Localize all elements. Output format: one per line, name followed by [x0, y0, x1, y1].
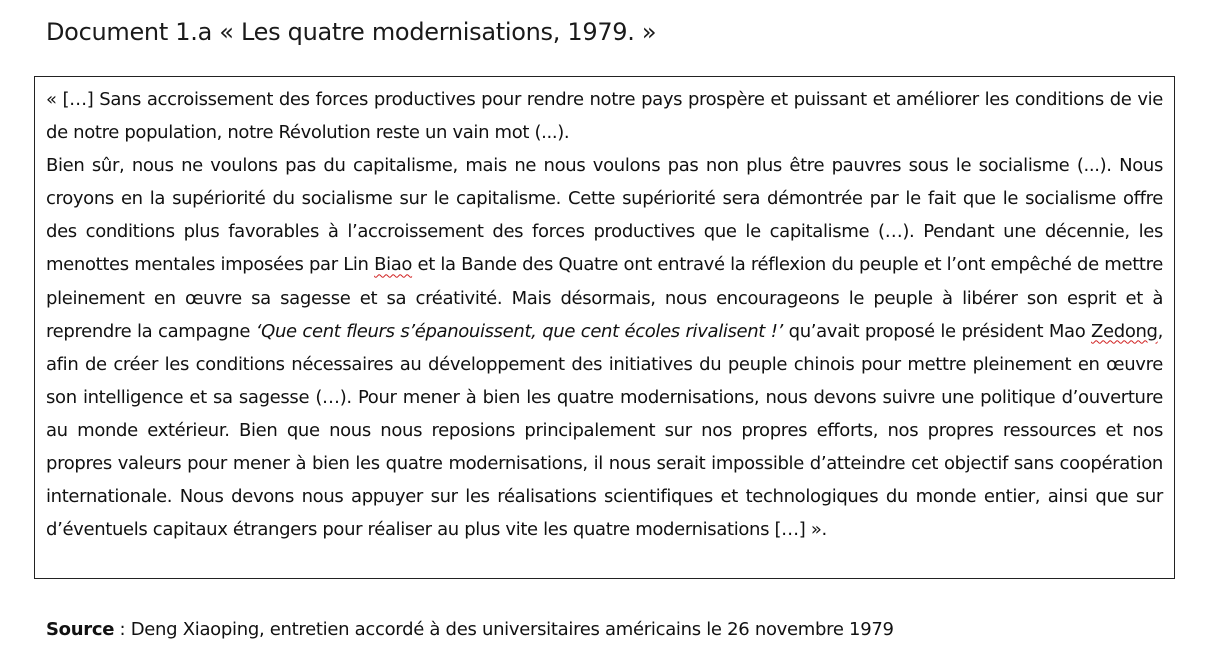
quote-segment-1: « […] Sans accroissement des forces productives pour rendre notre pays prospère et puissant et améliorer les conditions de vie de notre population, notre Révolution reste un vain mot (...).: [46, 89, 1163, 144]
document-title: Document 1.a « Les quatre modernisations, 1979. »: [46, 18, 657, 46]
spellcheck-word-biao: Biao: [374, 254, 413, 276]
quote-box: [34, 76, 1175, 579]
quote-segment-5: , afin de créer les conditions nécessaires au développement des initiatives du peuple chinois pour mettre pleinement en œuvre son intelligence et sa sagesse (…). Pour mener à bien les quatre modernisations, nous devons suivre une politique d’ouverture au monde extérieur. Bien que nous nous reposions principalement sur nos propres efforts, nos propres ressources et nos propres valeurs pour mener à bien les quatre modernisations, il nous serait impossible d’atteindre cet objectif sans coopération internationale. Nous devons nous appuyer sur les réalisations scientifiques et technologiques du monde entier, ainsi que sur d’éventuels capitaux étrangers pour réaliser au plus vite les quatre modernisations […] ».: [46, 320, 1163, 541]
spellcheck-word-zedong: Zedong: [1091, 320, 1158, 342]
source-label: Source: [46, 619, 115, 640]
quote-paragraph-2: [46, 149, 1163, 546]
source-citation: [46, 614, 894, 646]
quote-segment-3: et la Bande des Quatre ont entravé la réflexion du peuple et l’ont empêché de mettre pleinement en œuvre sa sagesse et sa créativité. Mais désormais, nous encourageons le peuple à libérer son esprit et à reprendre la campagne: [46, 254, 1163, 342]
source-text: : Deng Xiaoping, entretien accordé à des universitaires américains le 26 novembre 1979: [114, 619, 894, 640]
quote-slogan: ‘Que cent fleurs s’épanouissent, que cent écoles rivalisent !’: [255, 320, 783, 342]
quote-segment-2: Bien sûr, nous ne voulons pas du capitalisme, mais ne nous voulons pas non plus être pauvres sous le socialisme (...). Nous croyons en la supériorité du socialisme sur le capitalisme. Cette supériorité sera démontrée par le fait que le socialisme offre des conditions plus favorables à l’accroissement des forces productives que le capitalisme (…). Pendant une décennie, les menottes mentales imposées par Lin: [46, 155, 1163, 276]
quote-paragraph-1: [46, 83, 1163, 149]
quote-segment-4: qu’avait proposé le président Mao: [782, 320, 1092, 342]
